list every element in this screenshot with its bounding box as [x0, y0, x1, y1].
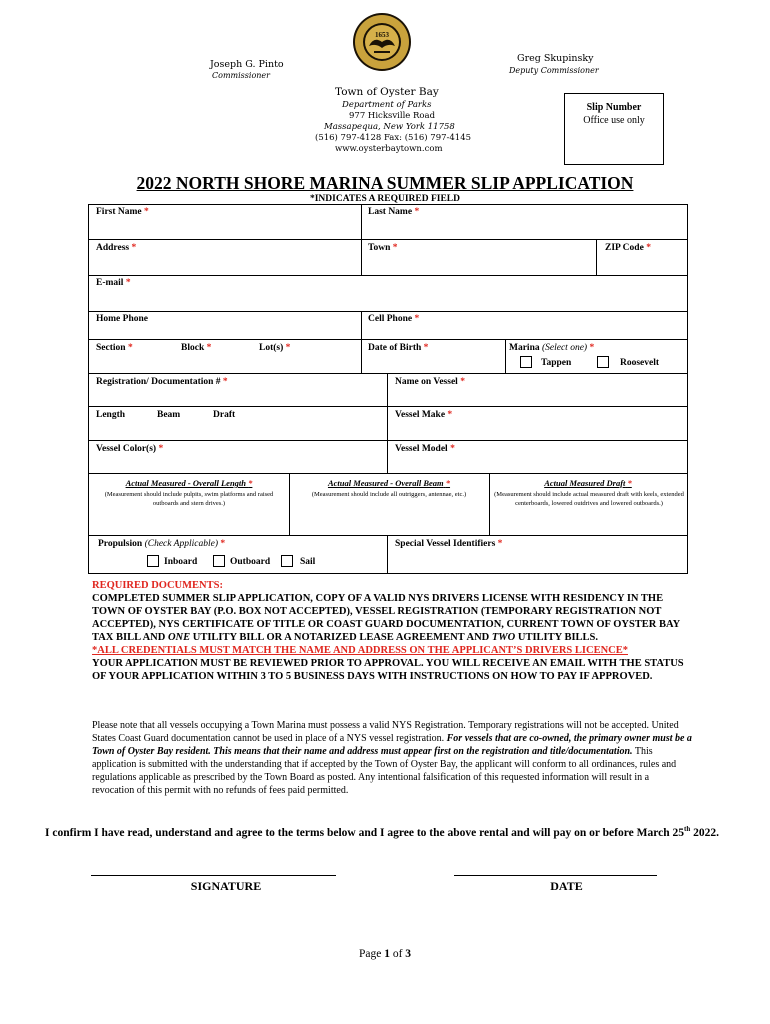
block-label: Block *: [181, 343, 212, 353]
confirmation-statement: I confirm I have read, understand and agree to the terms below and I agree to the above rental and will pay on or before March 25th 2022.: [45, 825, 719, 839]
form-title: 2022 NORTH SHORE MARINA SUMMER SLIP APPLICATION: [136, 173, 634, 193]
measured-draft-heading: Actual Measured Draft *: [544, 478, 632, 488]
first-name-label: First Name *: [96, 207, 149, 217]
beam-label: Beam: [157, 410, 181, 420]
vessel-colors-label: Vessel Color(s) *: [96, 444, 164, 454]
review-note: YOUR APPLICATION MUST BE REVIEWED PRIOR TO APPROVAL. YOU WILL RECEIVE AN EMAIL WITH THE STATUS OF YOUR APPLICATION WITHIN 3 TO 5 BUSINESS DAYS WITH INSTRUCTIONS ON HOW TO PAY IF APPROVED.: [92, 658, 684, 682]
sail-checkbox[interactable]: [281, 555, 293, 567]
vessel-make-label: Vessel Make *: [395, 410, 453, 420]
dob-label: Date of Birth *: [368, 343, 429, 353]
cell-phone-label: Cell Phone *: [368, 314, 420, 324]
phone-line: (516) 797-4128 Fax: (516) 797-4145: [315, 133, 472, 143]
commissioner-title: Commissioner: [212, 71, 270, 80]
vessel-model-label: Vessel Model *: [395, 444, 455, 454]
application-form: [88, 204, 688, 574]
address-label: Address *: [96, 243, 137, 253]
measured-beam-note: (Measurement should include all outriggers, antennae, etc.): [311, 491, 467, 498]
zip-label: ZIP Code *: [605, 243, 651, 253]
address-line: 977 Hicksville Road: [349, 111, 436, 121]
measured-length-note: (Measurement should include pulpits, swim platforms and raised outboards and stern drives.): [104, 491, 274, 507]
required-docs-heading: REQUIRED DOCUMENTS:: [92, 580, 223, 591]
measured-length-heading: Actual Measured - Overall Length *: [125, 478, 253, 488]
deputy-title: Deputy Commissioner: [509, 66, 599, 75]
special-ids-label: Special Vessel Identifiers *: [395, 539, 503, 549]
credentials-note: *ALL CREDENTIALS MUST MATCH THE NAME AND ADDRESS ON THE APPLICANT’S DRIVERS LICENCE*: [92, 645, 628, 656]
town-name: Town of Oyster Bay: [335, 86, 439, 98]
tappen-checkbox[interactable]: [520, 356, 532, 368]
signature-label: SIGNATURE: [190, 879, 262, 893]
sail-label: Sail: [300, 557, 316, 567]
page-number: Page 1 of 3: [358, 948, 412, 960]
date-line[interactable]: [454, 875, 657, 876]
slip-number-title: Slip Number: [586, 102, 642, 113]
commissioner-name: Joseph G. Pinto: [210, 59, 284, 70]
required-documents: [92, 579, 692, 683]
outboard-checkbox[interactable]: [213, 555, 225, 567]
slip-number-box: [564, 93, 664, 165]
notice-paragraph: Please note that all vessels occupying a Town Marina must possess a valid NYS Registration. Temporary registrations will not be accepted. United States Coast Guard documentation cannot be used in place of a NYS vessel registration. For vessels that are co-owned, the primary owner must be a Town of Oyster Bay resident. This means that their name and address must appear first on the registration and title/documentation. This application is submitted with the understanding that if accepted by the Town of Oyster Bay, the applicant will conform to all ordinances, rules and regulations applicable as prescribed by the Town Board as posted. Any intentional falsification of this requested information will result in a revocation of this permit with no refunds of fees paid permitted.: [92, 720, 692, 796]
deputy-name: Greg Skupinsky: [517, 53, 594, 64]
section-label: Section *: [96, 343, 133, 353]
department: Department of Parks: [342, 100, 432, 110]
email-label: E-mail *: [96, 278, 131, 288]
required-docs-body: COMPLETED SUMMER SLIP APPLICATION, COPY OF A VALID NYS DRIVERS LICENSE WITH RESIDENCY IN THE TOWN OF OYSTER BAY (P.O. BOX NOT ACCEPTED), VESSEL REGISTRATION (TEMPORARY REGISTRATION NOT ACCEPTED), NYS CERTIFICATE OF TITLE OR COAST GUARD DOCUMENTATION, CURRENT TOWN OF OYSTER BAY TAX BILL AND ONE UTILITY BILL OR A NOTARIZED LEASE AGREEMENT AND TWO UTILITY BILLS.: [92, 593, 680, 643]
city-line: Massapequa, New York 11758: [324, 122, 455, 132]
inboard-label: Inboard: [164, 557, 198, 567]
registration-label: Registration/ Documentation # *: [96, 377, 228, 387]
last-name-label: Last Name *: [368, 207, 420, 217]
home-phone-label: Home Phone: [96, 314, 148, 324]
marina-label: Marina (Select one) *: [509, 343, 595, 353]
slip-number-subtitle: Office use only: [583, 115, 645, 126]
inboard-checkbox[interactable]: [147, 555, 159, 567]
date-label: DATE: [550, 879, 583, 893]
roosevelt-label: Roosevelt: [620, 358, 660, 368]
outboard-label: Outboard: [230, 557, 271, 567]
measured-beam-heading: Actual Measured - Overall Beam *: [327, 478, 451, 488]
tappen-label: Tappen: [541, 358, 572, 368]
town-label: Town *: [368, 243, 398, 253]
required-field-note: *INDICATES A REQUIRED FIELD: [309, 194, 460, 204]
seal-year: 1653: [375, 31, 389, 39]
length-label: Length: [96, 410, 126, 420]
roosevelt-checkbox[interactable]: [597, 356, 609, 368]
lots-label: Lot(s) *: [259, 343, 291, 353]
draft-label: Draft: [213, 410, 236, 420]
signature-line[interactable]: [91, 875, 336, 876]
vessel-name-label: Name on Vessel *: [395, 377, 465, 387]
website[interactable]: www.oysterbaytown.com: [335, 144, 443, 154]
measured-draft-note: (Measurement should include actual measured draft with keels, extended centerboards, lowered outdrives and lowered outboards.): [494, 491, 684, 507]
town-seal: [352, 12, 412, 72]
propulsion-label: Propulsion (Check Applicable) *: [98, 539, 226, 549]
